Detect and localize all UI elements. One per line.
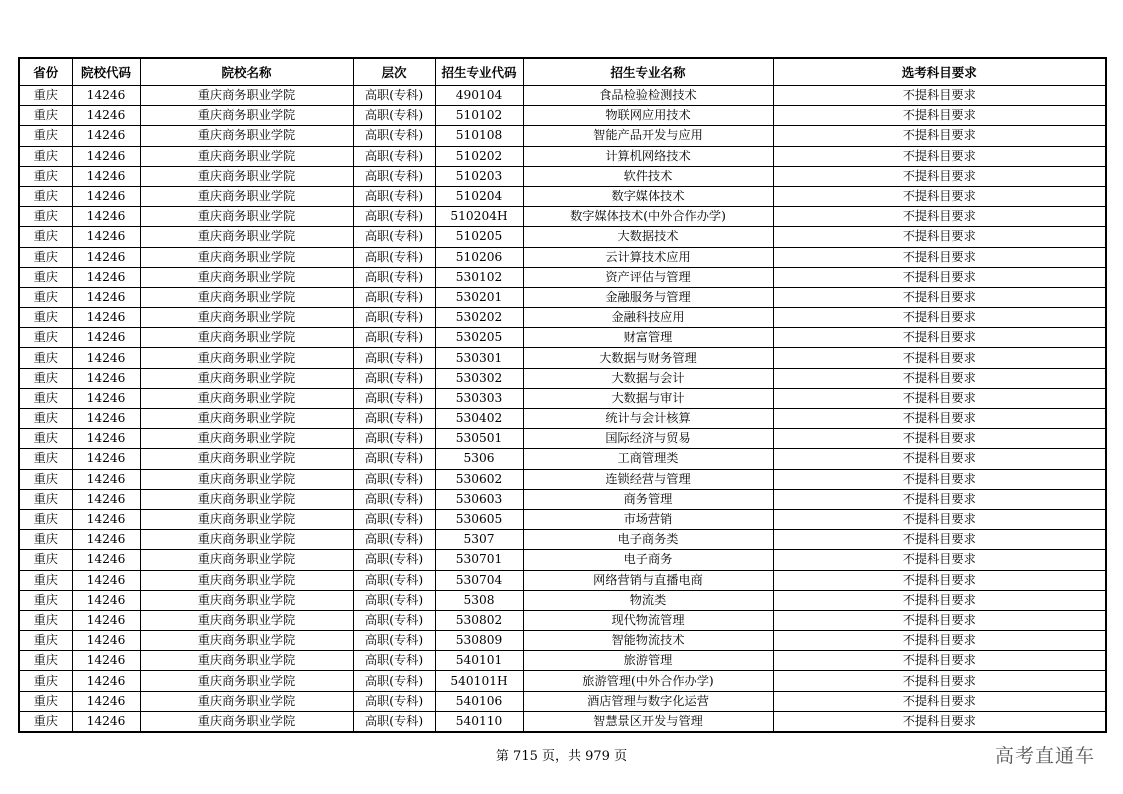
major-name-cell: 数字媒体技术(中外合作办学)	[523, 207, 773, 227]
subject-requirement-cell: 不提科目要求	[773, 348, 1106, 368]
school-name-cell: 重庆商务职业学院	[140, 106, 353, 126]
school-code-cell: 14246	[72, 449, 140, 469]
province-cell: 重庆	[19, 570, 72, 590]
province-cell: 重庆	[19, 106, 72, 126]
province-cell: 重庆	[19, 287, 72, 307]
school-code-cell: 14246	[72, 409, 140, 429]
major-name-cell: 网络营销与直播电商	[523, 570, 773, 590]
province-cell: 重庆	[19, 691, 72, 711]
school-code-cell: 14246	[72, 671, 140, 691]
table-header-row	[19, 58, 1106, 86]
level-cell: 高职(专科)	[353, 106, 435, 126]
subject-requirement-cell: 不提科目要求	[773, 550, 1106, 570]
province-cell: 重庆	[19, 328, 72, 348]
school-code-cell: 14246	[72, 247, 140, 267]
school-name-cell: 重庆商务职业学院	[140, 368, 353, 388]
major-name-cell: 统计与会计核算	[523, 409, 773, 429]
school-name-cell: 重庆商务职业学院	[140, 348, 353, 368]
major-code-cell: 530302	[435, 368, 523, 388]
table-row	[19, 570, 1106, 590]
subject-requirement-cell: 不提科目要求	[773, 429, 1106, 449]
province-cell: 重庆	[19, 530, 72, 550]
header-subject-requirement: 选考科目要求	[773, 58, 1106, 86]
level-cell: 高职(专科)	[353, 429, 435, 449]
subject-requirement-cell: 不提科目要求	[773, 106, 1106, 126]
subject-requirement-cell: 不提科目要求	[773, 388, 1106, 408]
major-name-cell: 现代物流管理	[523, 610, 773, 630]
major-name-cell: 商务管理	[523, 489, 773, 509]
level-cell: 高职(专科)	[353, 126, 435, 146]
level-cell: 高职(专科)	[353, 590, 435, 610]
table-row	[19, 106, 1106, 126]
level-cell: 高职(专科)	[353, 449, 435, 469]
province-cell: 重庆	[19, 711, 72, 732]
table-row	[19, 469, 1106, 489]
subject-requirement-cell: 不提科目要求	[773, 671, 1106, 691]
major-name-cell: 智能物流技术	[523, 631, 773, 651]
table-row	[19, 328, 1106, 348]
level-cell: 高职(专科)	[353, 469, 435, 489]
subject-requirement-cell: 不提科目要求	[773, 691, 1106, 711]
school-name-cell: 重庆商务职业学院	[140, 489, 353, 509]
table-row	[19, 489, 1106, 509]
major-code-cell: 530603	[435, 489, 523, 509]
school-name-cell: 重庆商务职业学院	[140, 308, 353, 328]
school-name-cell: 重庆商务职业学院	[140, 207, 353, 227]
province-cell: 重庆	[19, 267, 72, 287]
province-cell: 重庆	[19, 126, 72, 146]
level-cell: 高职(专科)	[353, 146, 435, 166]
table-row	[19, 530, 1106, 550]
major-code-cell: 530501	[435, 429, 523, 449]
major-name-cell: 电子商务	[523, 550, 773, 570]
school-name-cell: 重庆商务职业学院	[140, 671, 353, 691]
page-number: 第 715 页，共 979 页	[495, 749, 628, 764]
level-cell: 高职(专科)	[353, 691, 435, 711]
major-name-cell: 大数据技术	[523, 227, 773, 247]
school-name-cell: 重庆商务职业学院	[140, 550, 353, 570]
province-cell: 重庆	[19, 550, 72, 570]
major-code-cell: 540106	[435, 691, 523, 711]
province-cell: 重庆	[19, 186, 72, 206]
major-code-cell: 510202	[435, 146, 523, 166]
school-code-cell: 14246	[72, 146, 140, 166]
level-cell: 高职(专科)	[353, 166, 435, 186]
major-name-cell: 软件技术	[523, 166, 773, 186]
school-code-cell: 14246	[72, 368, 140, 388]
level-cell: 高职(专科)	[353, 186, 435, 206]
level-cell: 高职(专科)	[353, 86, 435, 106]
table-row	[19, 126, 1106, 146]
subject-requirement-cell: 不提科目要求	[773, 146, 1106, 166]
major-code-cell: 530602	[435, 469, 523, 489]
school-code-cell: 14246	[72, 590, 140, 610]
school-code-cell: 14246	[72, 610, 140, 630]
school-code-cell: 14246	[72, 166, 140, 186]
watermark-logo-text: 高考直通车	[994, 745, 1095, 767]
province-cell: 重庆	[19, 409, 72, 429]
table-row	[19, 388, 1106, 408]
table-row	[19, 409, 1106, 429]
major-code-cell: 5306	[435, 449, 523, 469]
school-name-cell: 重庆商务职业学院	[140, 86, 353, 106]
level-cell: 高职(专科)	[353, 610, 435, 630]
major-name-cell: 旅游管理(中外合作办学)	[523, 671, 773, 691]
level-cell: 高职(专科)	[353, 409, 435, 429]
major-name-cell: 大数据与财务管理	[523, 348, 773, 368]
school-code-cell: 14246	[72, 267, 140, 287]
province-cell: 重庆	[19, 247, 72, 267]
level-cell: 高职(专科)	[353, 711, 435, 732]
school-code-cell: 14246	[72, 126, 140, 146]
province-cell: 重庆	[19, 207, 72, 227]
subject-requirement-cell: 不提科目要求	[773, 570, 1106, 590]
level-cell: 高职(专科)	[353, 247, 435, 267]
subject-requirement-cell: 不提科目要求	[773, 207, 1106, 227]
major-name-cell: 金融科技应用	[523, 308, 773, 328]
major-name-cell: 金融服务与管理	[523, 287, 773, 307]
major-name-cell: 计算机网络技术	[523, 146, 773, 166]
subject-requirement-cell: 不提科目要求	[773, 308, 1106, 328]
major-name-cell: 电子商务类	[523, 530, 773, 550]
major-code-cell: 510205	[435, 227, 523, 247]
province-cell: 重庆	[19, 388, 72, 408]
school-code-cell: 14246	[72, 550, 140, 570]
school-name-cell: 重庆商务职业学院	[140, 469, 353, 489]
subject-requirement-cell: 不提科目要求	[773, 287, 1106, 307]
level-cell: 高职(专科)	[353, 550, 435, 570]
school-name-cell: 重庆商务职业学院	[140, 691, 353, 711]
subject-requirement-cell: 不提科目要求	[773, 530, 1106, 550]
header-major-code: 招生专业代码	[435, 58, 523, 86]
table-row	[19, 651, 1106, 671]
major-code-cell: 5308	[435, 590, 523, 610]
table-row	[19, 348, 1106, 368]
school-name-cell: 重庆商务职业学院	[140, 409, 353, 429]
header-school-code: 院校代码	[72, 58, 140, 86]
province-cell: 重庆	[19, 86, 72, 106]
school-name-cell: 重庆商务职业学院	[140, 388, 353, 408]
subject-requirement-cell: 不提科目要求	[773, 409, 1106, 429]
major-name-cell: 大数据与会计	[523, 368, 773, 388]
level-cell: 高职(专科)	[353, 631, 435, 651]
table-row	[19, 186, 1106, 206]
major-code-cell: 530205	[435, 328, 523, 348]
table-row	[19, 287, 1106, 307]
level-cell: 高职(专科)	[353, 570, 435, 590]
province-cell: 重庆	[19, 590, 72, 610]
level-cell: 高职(专科)	[353, 489, 435, 509]
province-cell: 重庆	[19, 469, 72, 489]
school-name-cell: 重庆商务职业学院	[140, 651, 353, 671]
province-cell: 重庆	[19, 166, 72, 186]
school-code-cell: 14246	[72, 227, 140, 247]
table-row	[19, 631, 1106, 651]
subject-requirement-cell: 不提科目要求	[773, 166, 1106, 186]
major-code-cell: 530102	[435, 267, 523, 287]
subject-requirement-cell: 不提科目要求	[773, 227, 1106, 247]
school-code-cell: 14246	[72, 287, 140, 307]
subject-requirement-cell: 不提科目要求	[773, 469, 1106, 489]
table-row	[19, 610, 1106, 630]
major-code-cell: 490104	[435, 86, 523, 106]
major-code-cell: 540101H	[435, 671, 523, 691]
level-cell: 高职(专科)	[353, 651, 435, 671]
school-code-cell: 14246	[72, 469, 140, 489]
table-row	[19, 590, 1106, 610]
major-name-cell: 数字媒体技术	[523, 186, 773, 206]
school-code-cell: 14246	[72, 530, 140, 550]
school-code-cell: 14246	[72, 207, 140, 227]
major-code-cell: 510206	[435, 247, 523, 267]
school-name-cell: 重庆商务职业学院	[140, 328, 353, 348]
school-code-cell: 14246	[72, 328, 140, 348]
province-cell: 重庆	[19, 449, 72, 469]
level-cell: 高职(专科)	[353, 227, 435, 247]
subject-requirement-cell: 不提科目要求	[773, 328, 1106, 348]
school-name-cell: 重庆商务职业学院	[140, 590, 353, 610]
major-code-cell: 510203	[435, 166, 523, 186]
school-name-cell: 重庆商务职业学院	[140, 570, 353, 590]
level-cell: 高职(专科)	[353, 328, 435, 348]
table-row	[19, 368, 1106, 388]
major-code-cell: 5307	[435, 530, 523, 550]
school-code-cell: 14246	[72, 570, 140, 590]
table-row	[19, 308, 1106, 328]
province-cell: 重庆	[19, 429, 72, 449]
header-school-name: 院校名称	[140, 58, 353, 86]
major-code-cell: 530701	[435, 550, 523, 570]
level-cell: 高职(专科)	[353, 368, 435, 388]
major-code-cell: 510204H	[435, 207, 523, 227]
province-cell: 重庆	[19, 671, 72, 691]
major-name-cell: 物流类	[523, 590, 773, 610]
level-cell: 高职(专科)	[353, 530, 435, 550]
school-name-cell: 重庆商务职业学院	[140, 146, 353, 166]
table-row	[19, 166, 1106, 186]
level-cell: 高职(专科)	[353, 207, 435, 227]
province-cell: 重庆	[19, 308, 72, 328]
major-code-cell: 530303	[435, 388, 523, 408]
subject-requirement-cell: 不提科目要求	[773, 247, 1106, 267]
subject-requirement-cell: 不提科目要求	[773, 711, 1106, 732]
province-cell: 重庆	[19, 509, 72, 529]
school-code-cell: 14246	[72, 186, 140, 206]
school-name-cell: 重庆商务职业学院	[140, 610, 353, 630]
level-cell: 高职(专科)	[353, 267, 435, 287]
header-major-name: 招生专业名称	[523, 58, 773, 86]
school-name-cell: 重庆商务职业学院	[140, 509, 353, 529]
major-code-cell: 530809	[435, 631, 523, 651]
major-name-cell: 智能产品开发与应用	[523, 126, 773, 146]
school-name-cell: 重庆商务职业学院	[140, 227, 353, 247]
school-code-cell: 14246	[72, 348, 140, 368]
level-cell: 高职(专科)	[353, 308, 435, 328]
school-code-cell: 14246	[72, 651, 140, 671]
subject-requirement-cell: 不提科目要求	[773, 651, 1106, 671]
major-code-cell: 540110	[435, 711, 523, 732]
major-code-cell: 510108	[435, 126, 523, 146]
table-row	[19, 429, 1106, 449]
table-row	[19, 267, 1106, 287]
table-row	[19, 207, 1106, 227]
level-cell: 高职(专科)	[353, 287, 435, 307]
table-row	[19, 247, 1106, 267]
school-code-cell: 14246	[72, 711, 140, 732]
school-name-cell: 重庆商务职业学院	[140, 287, 353, 307]
admission-table	[18, 57, 1107, 733]
school-code-cell: 14246	[72, 106, 140, 126]
table-row	[19, 146, 1106, 166]
school-code-cell: 14246	[72, 429, 140, 449]
major-name-cell: 财富管理	[523, 328, 773, 348]
province-cell: 重庆	[19, 348, 72, 368]
subject-requirement-cell: 不提科目要求	[773, 610, 1106, 630]
school-name-cell: 重庆商务职业学院	[140, 631, 353, 651]
table-row	[19, 711, 1106, 732]
subject-requirement-cell: 不提科目要求	[773, 631, 1106, 651]
school-code-cell: 14246	[72, 509, 140, 529]
subject-requirement-cell: 不提科目要求	[773, 449, 1106, 469]
admission-table-container	[18, 57, 1105, 733]
table-body	[19, 86, 1106, 733]
table-row	[19, 86, 1106, 106]
subject-requirement-cell: 不提科目要求	[773, 509, 1106, 529]
level-cell: 高职(专科)	[353, 348, 435, 368]
province-cell: 重庆	[19, 146, 72, 166]
level-cell: 高职(专科)	[353, 509, 435, 529]
major-code-cell: 540101	[435, 651, 523, 671]
province-cell: 重庆	[19, 227, 72, 247]
subject-requirement-cell: 不提科目要求	[773, 126, 1106, 146]
major-name-cell: 云计算技术应用	[523, 247, 773, 267]
subject-requirement-cell: 不提科目要求	[773, 590, 1106, 610]
school-code-cell: 14246	[72, 631, 140, 651]
school-code-cell: 14246	[72, 308, 140, 328]
province-cell: 重庆	[19, 631, 72, 651]
table-row	[19, 550, 1106, 570]
school-code-cell: 14246	[72, 388, 140, 408]
major-name-cell: 国际经济与贸易	[523, 429, 773, 449]
school-code-cell: 14246	[72, 691, 140, 711]
school-name-cell: 重庆商务职业学院	[140, 449, 353, 469]
school-name-cell: 重庆商务职业学院	[140, 126, 353, 146]
school-name-cell: 重庆商务职业学院	[140, 530, 353, 550]
level-cell: 高职(专科)	[353, 671, 435, 691]
major-code-cell: 530201	[435, 287, 523, 307]
province-cell: 重庆	[19, 368, 72, 388]
major-code-cell: 510204	[435, 186, 523, 206]
major-code-cell: 530802	[435, 610, 523, 630]
school-name-cell: 重庆商务职业学院	[140, 429, 353, 449]
major-name-cell: 工商管理类	[523, 449, 773, 469]
major-name-cell: 市场营销	[523, 509, 773, 529]
major-name-cell: 大数据与审计	[523, 388, 773, 408]
province-cell: 重庆	[19, 610, 72, 630]
subject-requirement-cell: 不提科目要求	[773, 86, 1106, 106]
table-row	[19, 671, 1106, 691]
subject-requirement-cell: 不提科目要求	[773, 186, 1106, 206]
major-name-cell: 连锁经营与管理	[523, 469, 773, 489]
header-province: 省份	[19, 58, 72, 86]
major-code-cell: 530704	[435, 570, 523, 590]
major-code-cell: 530202	[435, 308, 523, 328]
subject-requirement-cell: 不提科目要求	[773, 489, 1106, 509]
major-name-cell: 酒店管理与数字化运营	[523, 691, 773, 711]
table-row	[19, 509, 1106, 529]
table-row	[19, 227, 1106, 247]
school-name-cell: 重庆商务职业学院	[140, 186, 353, 206]
major-code-cell: 530605	[435, 509, 523, 529]
major-code-cell: 530402	[435, 409, 523, 429]
school-code-cell: 14246	[72, 86, 140, 106]
province-cell: 重庆	[19, 489, 72, 509]
table-row	[19, 691, 1106, 711]
subject-requirement-cell: 不提科目要求	[773, 368, 1106, 388]
major-name-cell: 智慧景区开发与管理	[523, 711, 773, 732]
level-cell: 高职(专科)	[353, 388, 435, 408]
major-name-cell: 旅游管理	[523, 651, 773, 671]
school-code-cell: 14246	[72, 489, 140, 509]
major-name-cell: 物联网应用技术	[523, 106, 773, 126]
major-code-cell: 510102	[435, 106, 523, 126]
province-cell: 重庆	[19, 651, 72, 671]
major-name-cell: 资产评估与管理	[523, 267, 773, 287]
school-name-cell: 重庆商务职业学院	[140, 166, 353, 186]
subject-requirement-cell: 不提科目要求	[773, 267, 1106, 287]
school-name-cell: 重庆商务职业学院	[140, 711, 353, 732]
school-name-cell: 重庆商务职业学院	[140, 247, 353, 267]
school-name-cell: 重庆商务职业学院	[140, 267, 353, 287]
major-code-cell: 530301	[435, 348, 523, 368]
table-row	[19, 449, 1106, 469]
header-level: 层次	[353, 58, 435, 86]
major-name-cell: 食品检验检测技术	[523, 86, 773, 106]
